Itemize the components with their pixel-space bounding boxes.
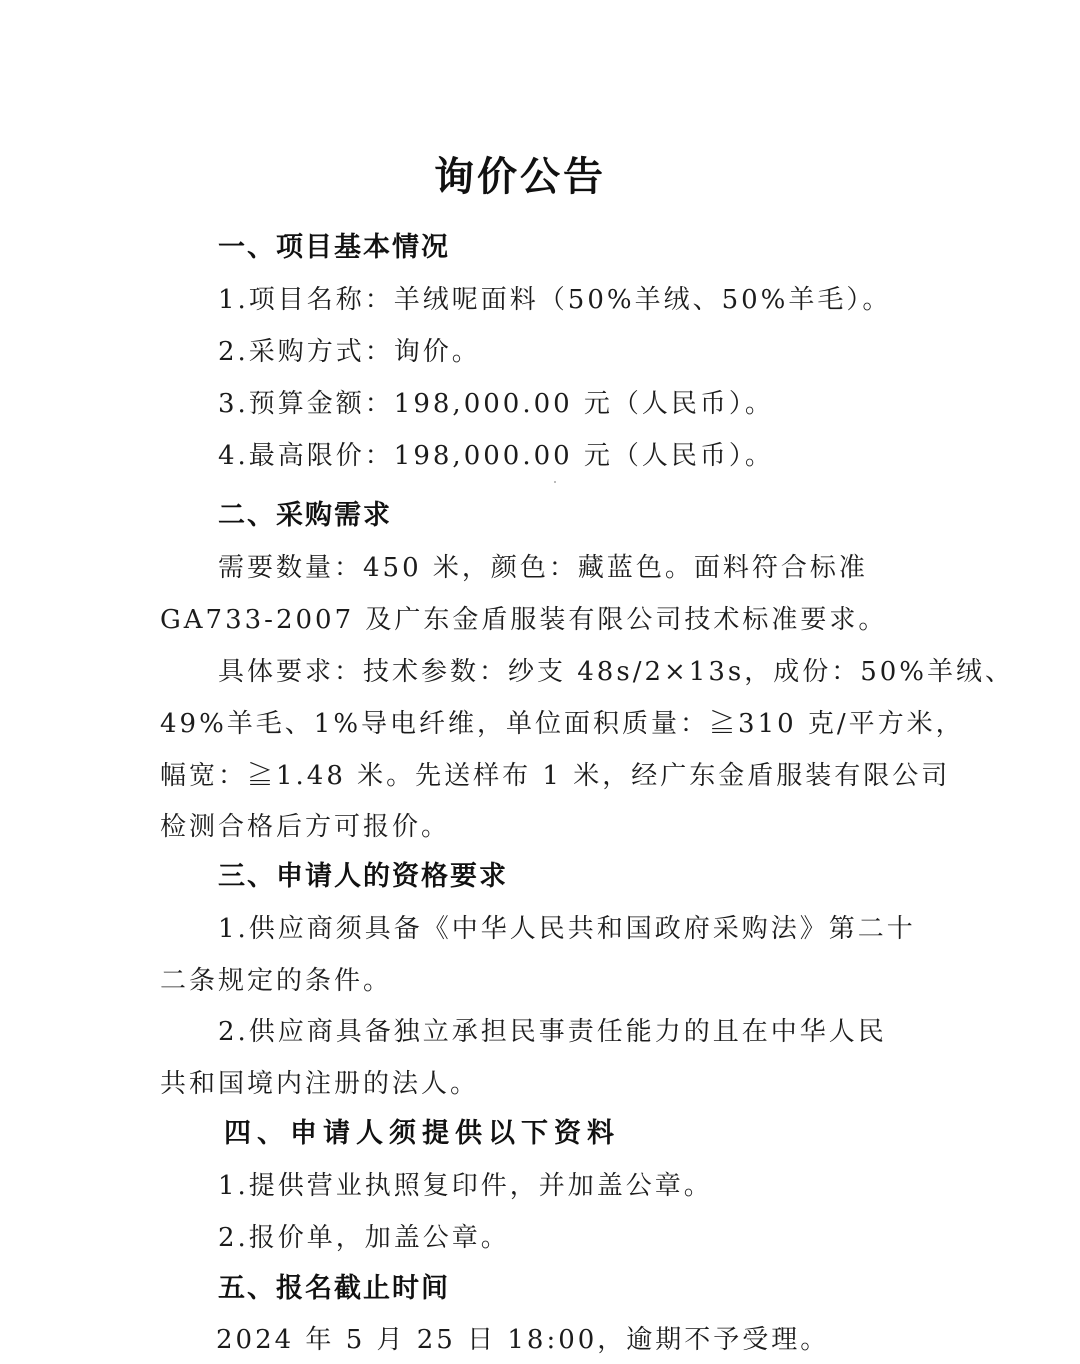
deadline-line: 2024 年 5 月 25 日 18:00，逾期不予受理。 [216, 1325, 830, 1355]
qualification-line: 2.供应商具备独立承担民事责任能力的且在中华人民 [218, 1017, 887, 1047]
procurement-method-line: 2.采购方式：询价。 [218, 337, 481, 367]
section-heading-materials: 四、申请人须提供以下资料 [224, 1118, 620, 1149]
section-heading-qualifications: 三、申请人的资格要求 [218, 861, 508, 892]
requirement-line: 需要数量：450 米，颜色：藏蓝色。面料符合标准 [218, 553, 868, 583]
section-heading-requirements: 二、采购需求 [218, 500, 392, 531]
requirement-line: 具体要求：技术参数：纱支 48s/2×13s，成份：50%羊绒、 [218, 657, 1014, 687]
scan-speck [554, 481, 556, 483]
budget-amount-line: 3.预算金额：198,000.00 元（人民币）。 [218, 389, 774, 419]
qualification-line: 1.供应商须具备《中华人民共和国政府采购法》第二十 [218, 914, 916, 944]
requirement-line: GA733-2007 及广东金盾服装有限公司技术标准要求。 [160, 605, 888, 635]
section-heading-project-info: 一、项目基本情况 [218, 232, 450, 263]
requirement-line: 幅宽：≧1.48 米。先送样布 1 米，经广东金盾服装有限公司 [160, 761, 951, 791]
requirement-line: 49%羊毛、1%导电纤维，单位面积质量：≧310 克/平方米， [160, 709, 965, 739]
project-name-line: 1.项目名称：羊绒呢面料（50%羊绒、50%羊毛）。 [218, 285, 892, 315]
section-heading-deadline: 五、报名截止时间 [218, 1273, 450, 1304]
material-line: 1.提供营业执照复印件，并加盖公章。 [218, 1171, 713, 1201]
max-price-line: 4.最高限价：198,000.00 元（人民币）。 [218, 441, 774, 471]
qualification-line: 二条规定的条件。 [160, 966, 393, 996]
document-title: 询价公告 [434, 154, 606, 200]
qualification-line: 共和国境内注册的法人。 [160, 1069, 480, 1099]
requirement-line: 检测合格后方可报价。 [160, 812, 451, 842]
material-line: 2.报价单，加盖公章。 [218, 1223, 510, 1253]
